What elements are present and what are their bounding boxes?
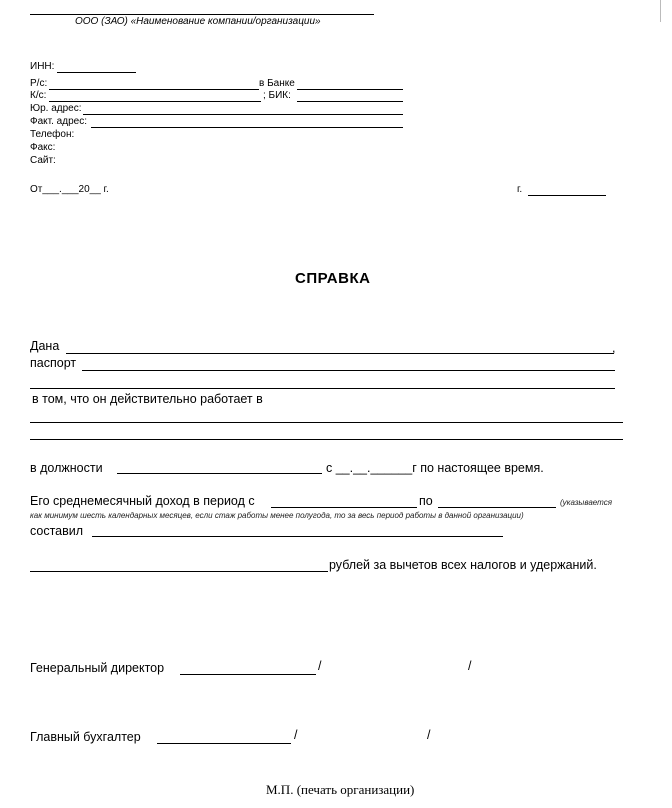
rubles-text: рублей за вычетов всех налогов и удержаний. bbox=[329, 558, 597, 572]
amount-label: составил bbox=[30, 524, 84, 538]
rs-line bbox=[49, 89, 259, 90]
income-to-line bbox=[438, 507, 556, 508]
rs-label: Р/с: bbox=[30, 78, 48, 89]
income-to-label: по bbox=[419, 494, 433, 508]
accountant-slash-1: / bbox=[294, 728, 298, 742]
city-label: г. bbox=[517, 184, 523, 195]
legal-address-line bbox=[83, 114, 403, 115]
rubles-line bbox=[30, 571, 328, 572]
page-edge bbox=[660, 0, 661, 22]
ks-label: К/с: bbox=[30, 90, 47, 101]
bank-label: в Банке bbox=[259, 78, 295, 89]
inn-label: ИНН: bbox=[30, 61, 55, 72]
position-from: с __.__.______г по настоящее время. bbox=[326, 461, 544, 475]
legal-address-label: Юр. адрес: bbox=[30, 103, 82, 114]
stamp-label: М.П. (печать организации) bbox=[266, 782, 415, 797]
passport-line bbox=[82, 370, 615, 371]
passport-label: паспорт bbox=[30, 356, 77, 370]
employer-line-1 bbox=[30, 422, 623, 423]
bik-line bbox=[297, 101, 403, 102]
inn-line bbox=[57, 72, 136, 73]
director-slash-2: / bbox=[468, 659, 472, 673]
company-name: ООО (ЗАО) «Наименование компании/организации» bbox=[75, 16, 321, 27]
site-label: Сайт: bbox=[30, 155, 56, 166]
position-label: в должности bbox=[30, 461, 103, 475]
fax-label: Факс: bbox=[30, 142, 56, 153]
position-line bbox=[117, 473, 322, 474]
bank-line bbox=[297, 89, 403, 90]
income-from-line bbox=[271, 507, 417, 508]
passport-line-2 bbox=[30, 388, 615, 389]
date-from: От___.___20__ г. bbox=[30, 184, 109, 195]
accountant-signature-line bbox=[157, 743, 291, 744]
accountant-slash-2: / bbox=[427, 728, 431, 742]
income-note-start: (указывается bbox=[560, 498, 612, 507]
accountant-label: Главный бухгалтер bbox=[30, 730, 141, 744]
director-slash-1: / bbox=[318, 659, 322, 673]
given-label: Дана bbox=[30, 339, 60, 353]
bik-label: ; БИК: bbox=[263, 90, 291, 101]
company-name-line bbox=[30, 14, 374, 15]
works-in-label: в том, что он действительно работает в bbox=[32, 392, 263, 406]
income-note-rest: как минимум шесть календарных месяцев, если стаж работы менее полугода, то за весь период работы в данной организации) bbox=[30, 511, 524, 520]
phone-label: Телефон: bbox=[30, 129, 75, 140]
given-comma: , bbox=[612, 341, 616, 355]
director-signature-line bbox=[180, 674, 316, 675]
ks-line bbox=[49, 101, 261, 102]
amount-line bbox=[92, 536, 503, 537]
actual-address-line bbox=[91, 127, 403, 128]
city-line bbox=[528, 195, 606, 196]
document-title: СПРАВКА bbox=[295, 270, 371, 287]
employer-line-2 bbox=[30, 439, 623, 440]
actual-address-label: Факт. адрес: bbox=[30, 116, 87, 127]
income-label: Его среднемесячный доход в период с bbox=[30, 494, 255, 508]
director-label: Генеральный директор bbox=[30, 661, 165, 675]
given-line bbox=[66, 353, 614, 354]
